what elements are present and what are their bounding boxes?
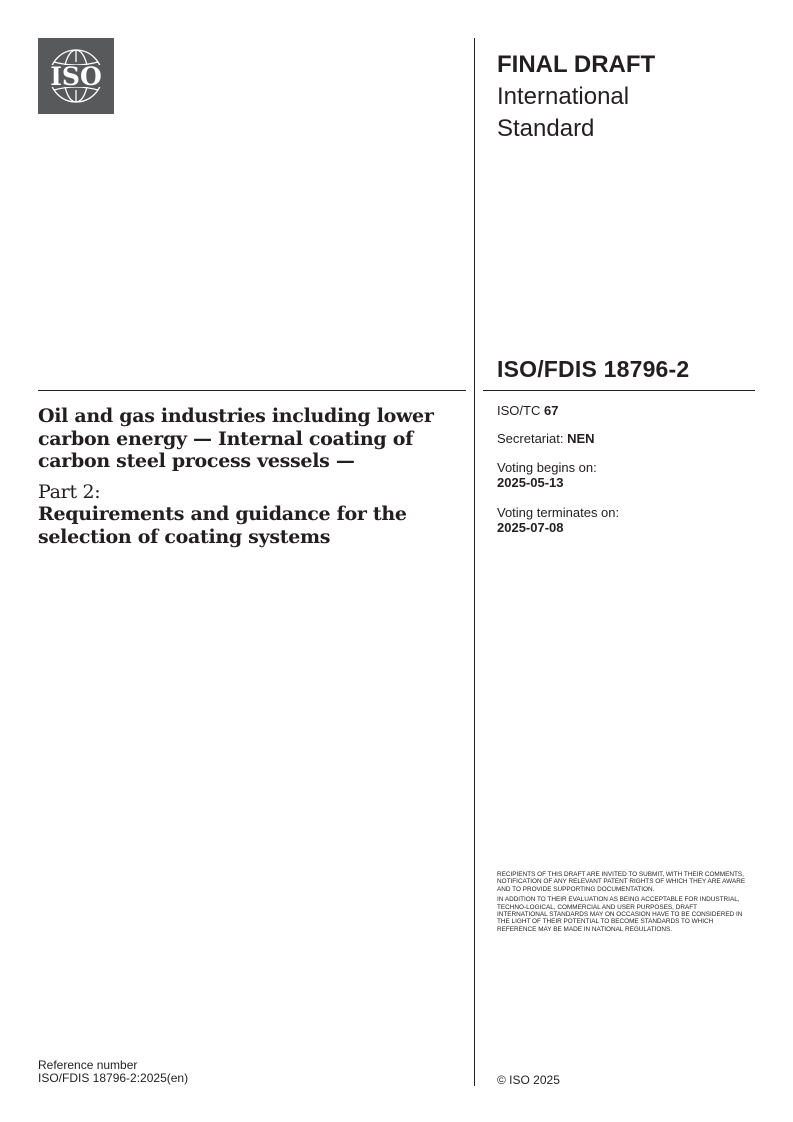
copyright-notice: © ISO 2025 — [497, 1073, 560, 1087]
secretariat-value: NEN — [567, 431, 595, 446]
iso-globe-logo-icon — [38, 38, 114, 114]
left-horizontal-divider — [38, 390, 466, 391]
notice-patent-paragraph: RECIPIENTS OF THIS DRAFT ARE INVITED TO SUBMIT, WITH THEIR COMMENTS, NOTIFICATION OF ANY RELEVANT PATENT RIGHTS OF WHICH THEY ARE AWARE AND TO PROVIDE SUPPORTING DOCUMENTATION. — [497, 871, 746, 893]
standard-label: Standard — [497, 115, 595, 142]
final-draft-label: FINAL DRAFT — [497, 51, 656, 78]
voting-begins-label: Voting begins on: — [497, 460, 597, 475]
main-title: Oil and gas industries including lower carbon energy — Internal coating of carbon steel process vessels — — [38, 405, 434, 472]
voting-begins — [497, 460, 757, 490]
iso-logo-text: ISO — [50, 62, 102, 91]
notice-evaluation-paragraph: IN ADDITION TO THEIR EVALUATION AS BEING ACCEPTABLE FOR INDUSTRIAL, TECHNO-LOGICAL, COMMERCIAL AND USER PURPOSES, DRAFT INTERNATIONAL STANDARDS MAY ON OCCASION HAVE TO BE CONSIDERED IN THE LIGHT OF THEIR POTENTIAL TO BECOME STANDARDS TO WHICH REFERENCE MAY BE MADE IN NATIONAL REGULATIONS. — [497, 896, 743, 933]
voting-terminates-date: 2025-07-08 — [497, 520, 564, 535]
technical-committee — [497, 403, 757, 418]
secretariat-label: Secretariat: — [497, 431, 564, 446]
draft-notice — [497, 871, 747, 936]
voting-terminates-label: Voting terminates on: — [497, 505, 620, 520]
right-horizontal-divider — [483, 390, 755, 391]
vertical-divider — [474, 38, 475, 1086]
reference-label: Reference number — [38, 1058, 138, 1072]
tc-value: 67 — [543, 403, 559, 418]
document-number: ISO/FDIS 18796-2 — [497, 356, 690, 382]
reference-value: ISO/FDIS 18796-2:2025(en) — [38, 1071, 189, 1085]
reference-number — [38, 1059, 188, 1085]
part-title: Requirements and guidance for the selection of coating systems — [38, 503, 407, 548]
iso-logo — [38, 38, 114, 114]
part-label: Part 2: — [38, 480, 101, 503]
voting-terminates — [497, 505, 757, 535]
document-stage-heading — [497, 49, 757, 145]
secretariat — [497, 431, 757, 446]
voting-begins-date: 2025-05-13 — [497, 475, 564, 490]
tc-label: ISO/TC — [497, 403, 541, 418]
document-title-block — [38, 405, 458, 548]
international-label: International — [497, 83, 630, 110]
